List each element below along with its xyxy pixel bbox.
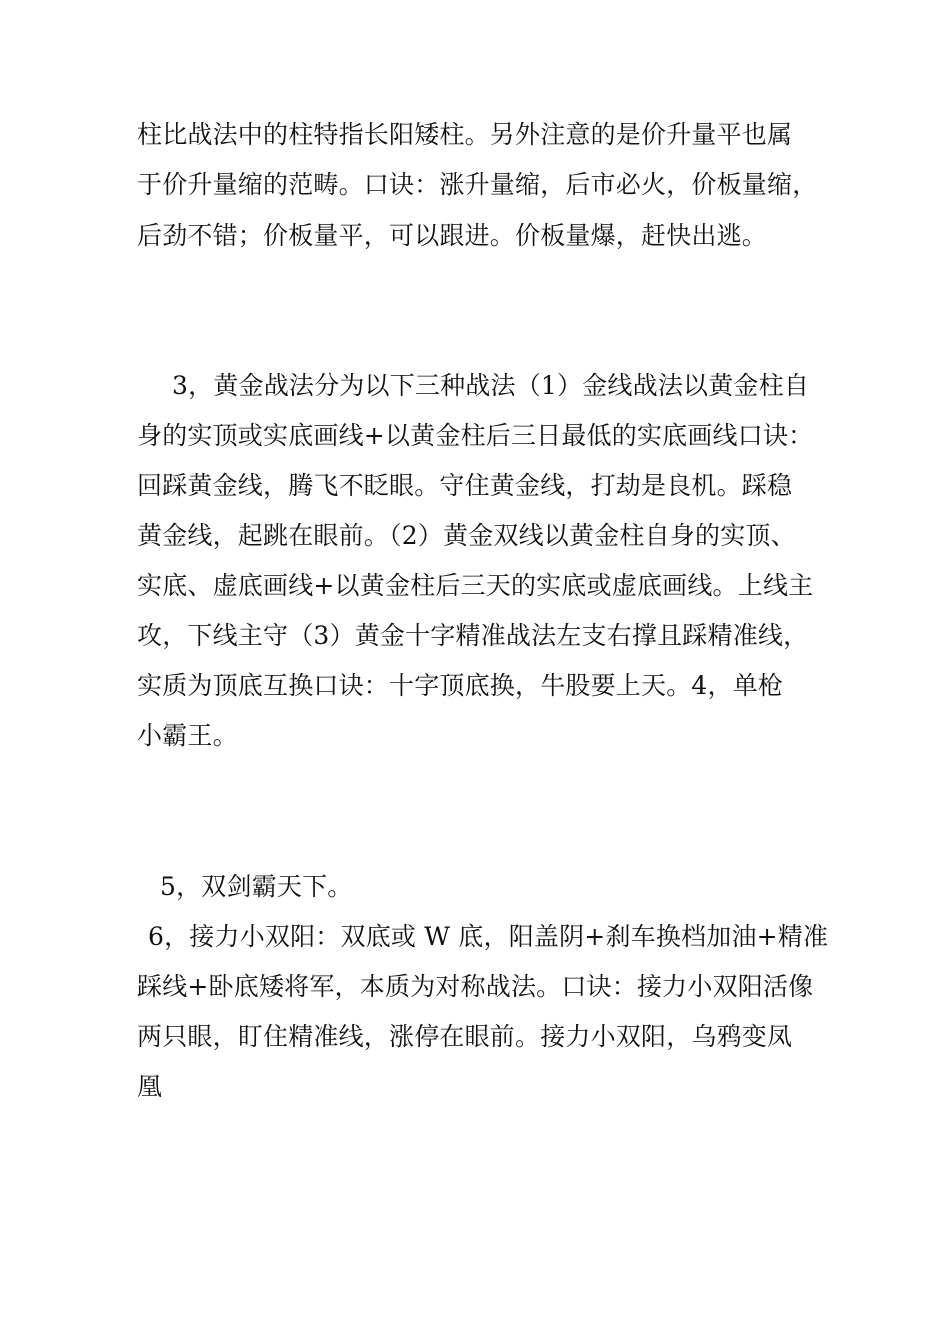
text-line: 5，双剑霸天下。 [160, 872, 353, 901]
text-line: 攻，下线主守（3）黄金十字精准战法左支右撑且踩精准线， [137, 621, 809, 650]
text-line: 小霸王。 [137, 721, 238, 750]
text-line: 3，黄金战法分为以下三种战法（1）金线战法以黄金柱自 [172, 371, 810, 400]
text-line: 踩线+卧底矮将军，本质为对称战法。口诀：接力小双阳活像 [137, 972, 814, 1001]
text-line: 于价升量缩的范畴。口诀：涨升量缩，后市必火，价板量缩， [137, 170, 818, 199]
text-line: 凰 [137, 1072, 163, 1101]
text-line: 回踩黄金线，腾飞不眨眼。守住黄金线，打劫是良机。踩稳 [137, 471, 793, 500]
text-line: 实底、虚底画线+以黄金柱后三天的实底或虚底画线。上线主 [137, 571, 814, 600]
text-line: 6，接力小双阳：双底或 W 底，阳盖阴+刹车换档加油+精准 [148, 922, 829, 951]
text-line: 柱比战法中的柱特指长阳矮柱。另外注意的是价升量平也属 [137, 120, 793, 149]
text-line: 黄金线，起跳在眼前。（2）黄金双线以黄金柱自身的实顶、 [137, 521, 796, 550]
text-line: 两只眼，盯住精准线，涨停在眼前。接力小双阳，乌鸦变凤 [137, 1022, 793, 1051]
text-line: 实质为顶底互换口诀：十字顶底换，牛股要上天。4，单枪 [137, 671, 784, 700]
text-line: 身的实顶或实底画线+以黄金柱后三日最低的实底画线口诀： [137, 421, 814, 450]
text-line: 后劲不错；价板量平，可以跟进。价板量爆，赶快出逃。 [137, 221, 768, 250]
